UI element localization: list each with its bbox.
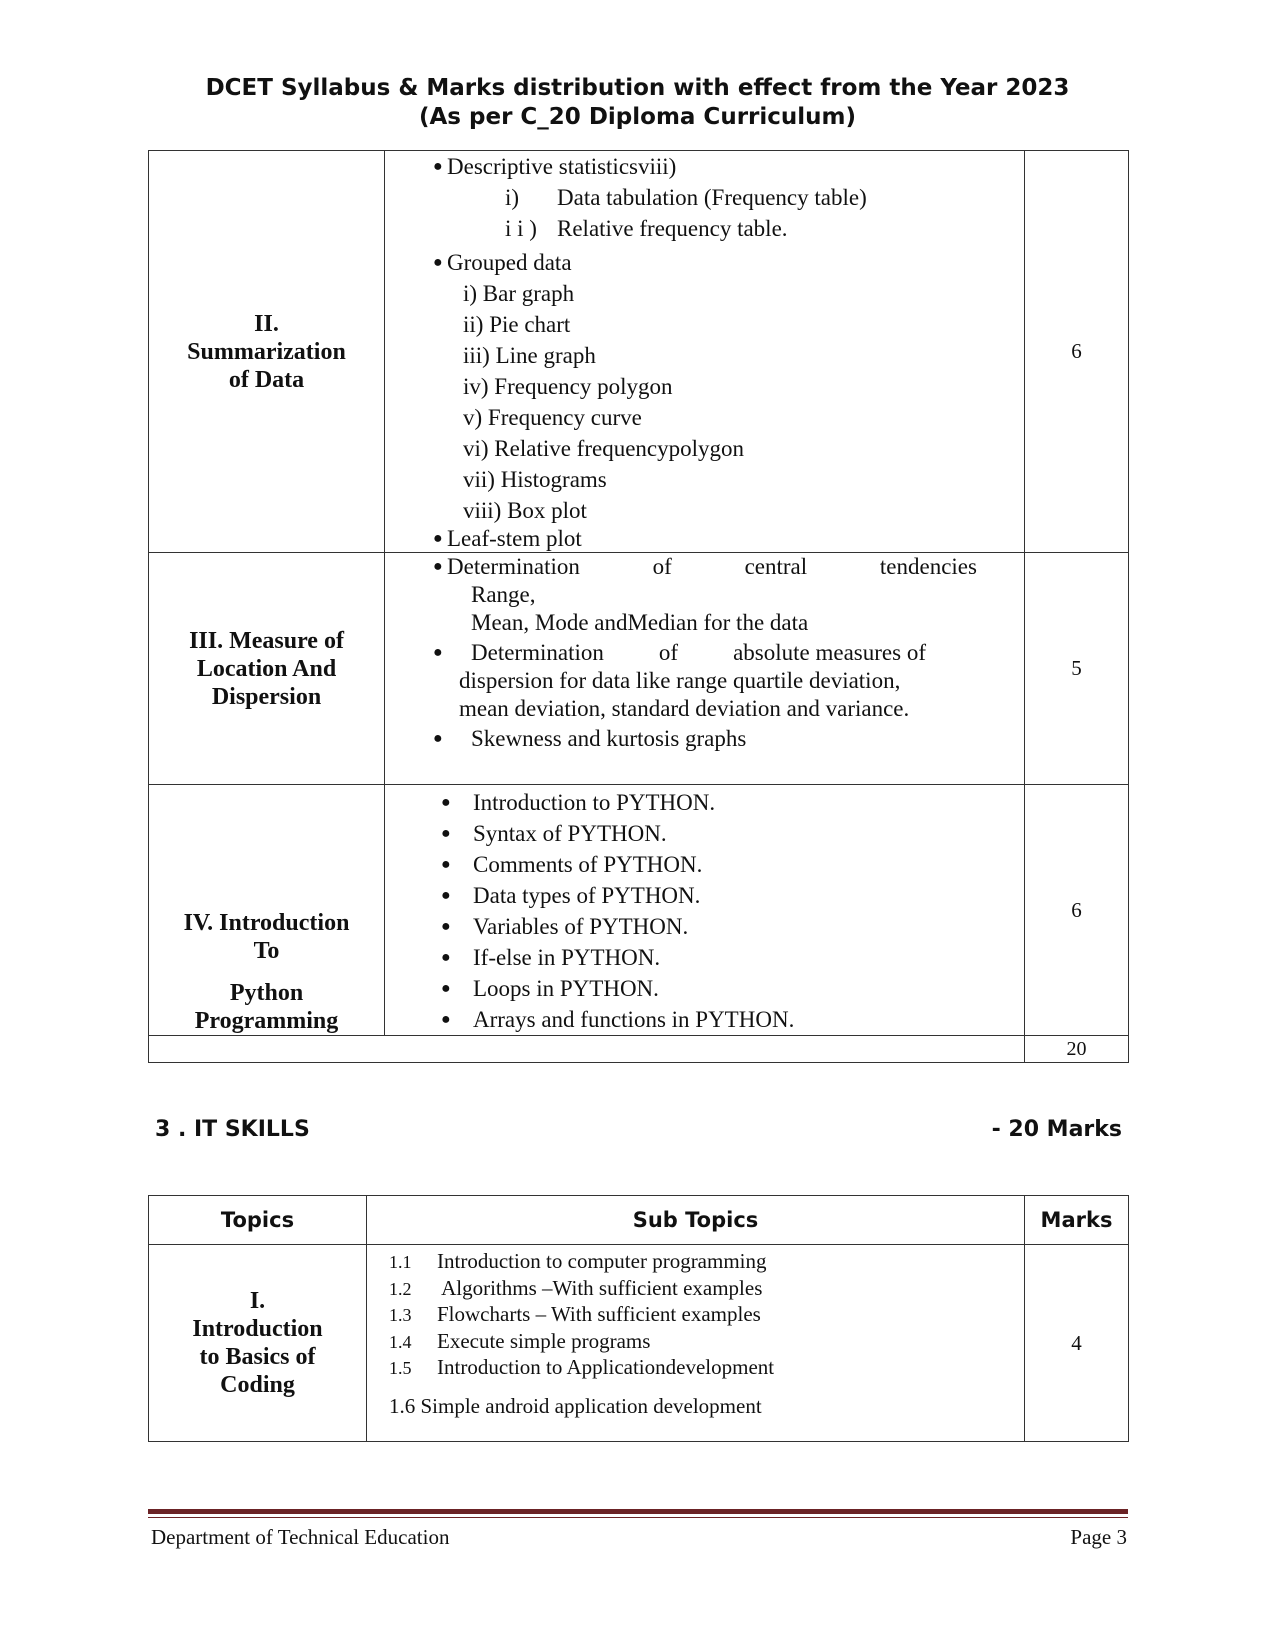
footer-rule — [148, 1509, 1128, 1514]
list-item: 1.4 Execute simple programs — [389, 1328, 651, 1353]
list-item: ● Data types of PYTHON. — [433, 880, 1024, 911]
total-row — [149, 1036, 1129, 1063]
marks-cell: 6 — [1025, 151, 1129, 553]
page-title — [0, 74, 1275, 132]
list-item: ● Skewness and kurtosis graphs — [433, 726, 747, 751]
marks-cell: 5 — [1025, 553, 1129, 785]
list-item: ● Introduction to PYTHON. — [433, 787, 1024, 818]
list-item: ● Determination of absolute measures of — [433, 640, 926, 665]
topic-cell — [149, 1245, 367, 1442]
unit-cell — [149, 151, 385, 553]
syllabus-table — [148, 150, 1129, 1063]
footer-department: Department of Technical Education — [151, 1525, 450, 1549]
list-item: ● Arrays and functions in PYTHON. — [433, 1004, 1024, 1035]
marks-cell: 4 — [1025, 1245, 1129, 1442]
column-header: Sub Topics — [367, 1196, 1025, 1245]
section-heading: 3 . IT SKILLS — [155, 1117, 310, 1142]
topic-label: Introduction — [192, 1316, 323, 1342]
list-item: vi) Relative frequencypolygon — [463, 436, 745, 461]
subtopics-list — [385, 151, 1024, 552]
topic-label: Coding — [220, 1372, 295, 1398]
list-item-cont: dispersion for data like range quartile deviation, — [459, 668, 901, 693]
bullet-icon: ● — [441, 825, 451, 842]
list-item: ● Variables of PYTHON. — [433, 911, 1024, 942]
unit-label: Programming — [194, 1008, 339, 1034]
list-item: i i ) Relative frequency table. — [505, 216, 788, 241]
list-item: ● Determination of central tendencies — [433, 554, 977, 579]
list-item: ● Grouped data — [433, 247, 1024, 278]
list-item: ● Descriptive statisticsviii) — [433, 151, 1024, 182]
unit-label: Python — [229, 980, 304, 1006]
subtopics-cell — [385, 553, 1025, 785]
bullet-icon: ● — [441, 856, 451, 873]
grouped-items — [433, 278, 1024, 526]
unit-cell — [149, 785, 385, 1036]
table-row — [149, 553, 1129, 785]
topic-label: to Basics of — [199, 1344, 316, 1370]
bullet-icon: ● — [433, 254, 443, 271]
list-item: ● Leaf-stem plot — [433, 526, 582, 551]
it-skills-table — [148, 1195, 1129, 1442]
bullet-icon: ● — [433, 644, 443, 661]
list-item: iii) Line graph — [463, 343, 596, 368]
unit-cell — [149, 553, 385, 785]
bullet-icon: ● — [441, 918, 451, 935]
list-item: 1.2 Algorithms –With sufficient examples — [389, 1275, 763, 1300]
unit-label: IV. Introduction — [183, 910, 350, 936]
bullet-icon: ● — [433, 730, 443, 747]
unit-label: Location And — [196, 655, 337, 682]
footer-page-number: Page 3 — [1070, 1525, 1127, 1549]
list-item: ● If-else in PYTHON. — [433, 942, 1024, 973]
bullet-icon: ● — [433, 558, 443, 575]
list-item-cont: Range, — [471, 582, 536, 607]
marks-cell: 6 — [1025, 785, 1129, 1036]
subtopics-cell — [385, 151, 1025, 553]
title-line-1: DCET Syllabus & Marks distribution with effect from the Year 2023 — [205, 75, 1070, 101]
list-item-cont: Mean, Mode andMedian for the data — [471, 610, 809, 635]
unit-label: Dispersion — [211, 683, 322, 710]
list-item: ● Comments of PYTHON. — [433, 849, 1024, 880]
bullet-icon: ● — [433, 158, 443, 175]
bullet-icon: ● — [441, 949, 451, 966]
unit-label: III. Measure of — [189, 627, 344, 654]
title-line-2: (As per C_20 Diploma Curriculum) — [419, 104, 856, 130]
list-item: ● Loops in PYTHON. — [433, 973, 1024, 1004]
list-item: i) Bar graph — [463, 281, 575, 306]
list-item: ● Syntax of PYTHON. — [433, 818, 1024, 849]
table-row — [149, 151, 1129, 553]
list-item: ii) Pie chart — [463, 312, 571, 337]
total-marks: 20 — [1025, 1036, 1129, 1063]
subtopics-cell — [367, 1245, 1025, 1442]
footer-rule-thin — [148, 1517, 1128, 1518]
subtopics-list — [385, 553, 1024, 753]
section-marks: - 20 Marks — [991, 1117, 1122, 1142]
subtopics-list — [385, 785, 1024, 1035]
bullet-icon: ● — [433, 530, 443, 547]
table-row — [149, 1245, 1129, 1442]
subtopics-cell — [385, 785, 1025, 1036]
list-item: 1.6 Simple android application development — [389, 1393, 762, 1418]
subtopics-list — [367, 1245, 1024, 1419]
bullet-icon: ● — [441, 794, 451, 811]
bullet-icon: ● — [441, 1011, 451, 1028]
list-item-cont: mean deviation, standard deviation and variance. — [459, 696, 910, 721]
bullet-icon: ● — [441, 887, 451, 904]
list-item: 1.1 Introduction to computer programming — [389, 1249, 767, 1273]
list-item: viii) Box plot — [463, 498, 587, 523]
unit-label: To — [253, 938, 280, 964]
unit-label: of Data — [228, 366, 305, 393]
unit-label: Summarization — [187, 338, 346, 365]
list-item: i) Data tabulation (Frequency table) — [505, 185, 867, 210]
list-item: 1.3 Flowcharts – With sufficient examples — [389, 1302, 761, 1326]
table-header-row — [149, 1196, 1129, 1245]
unit-label: II. — [254, 310, 279, 337]
bullet-icon: ● — [441, 980, 451, 997]
column-header: Marks — [1025, 1196, 1129, 1245]
table-row — [149, 785, 1129, 1036]
list-item: v) Frequency curve — [463, 405, 642, 430]
column-header: Topics — [149, 1196, 367, 1245]
list-item: vii) Histograms — [463, 467, 607, 492]
list-item: 1.5 Introduction to Applicationdevelopment — [389, 1355, 775, 1379]
topic-label: I. — [249, 1288, 266, 1314]
list-item: iv) Frequency polygon — [463, 374, 673, 399]
